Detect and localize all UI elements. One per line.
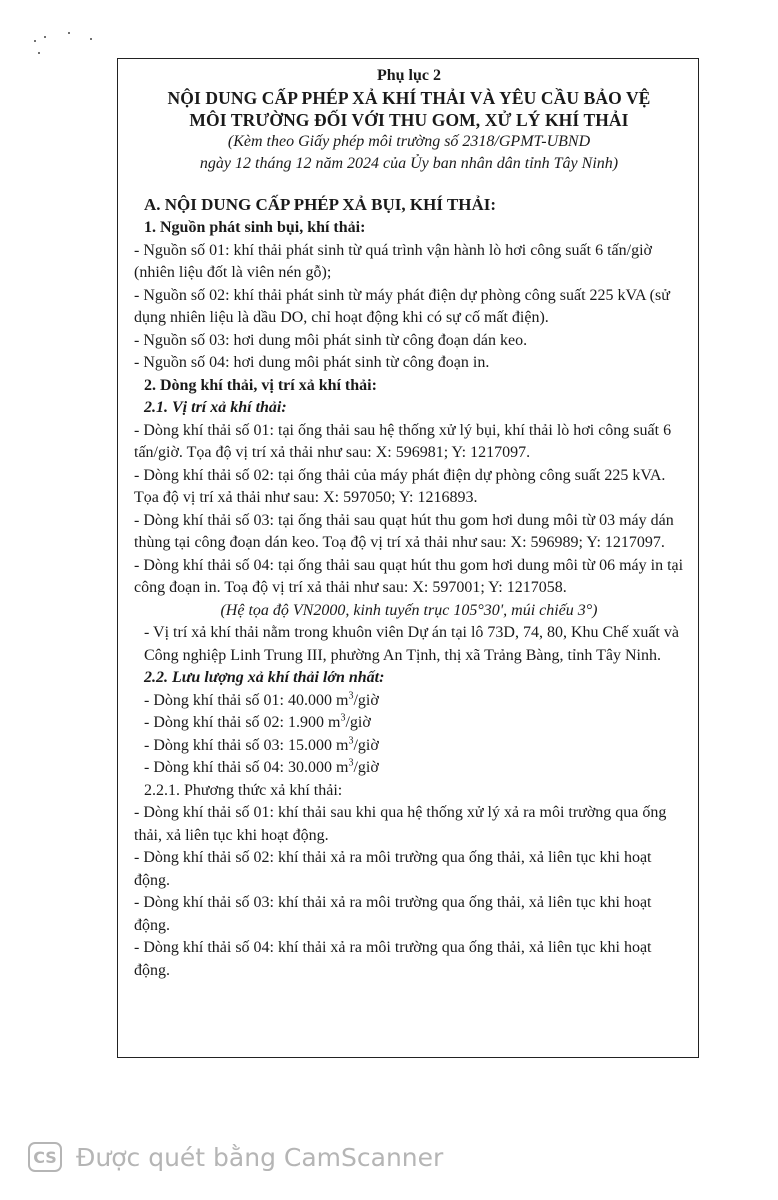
source-item: - Nguồn số 01: khí thải phát sinh từ quá trình vận hành lò hơi công suất 6 tấn/giờ (nhiên liệu đốt là viên nén gỗ); [134,241,652,281]
scan-specks [30,30,110,70]
source-item: - Nguồn số 03: hơi dung môi phát sinh từ công đoạn dán keo. [134,331,528,349]
source-item: - Nguồn số 02: khí thải phát sinh từ máy phát điện dự phòng công suất 225 kVA (sử dụng nhiên liệu là dầu DO, chỉ hoạt động khi có sự cố mất điện). [134,286,670,326]
flow-item: - Dòng khí thải số 03: 15.000 $m^3$/giờ [144,735,379,754]
subtitle-line-1: (Kèm theo Giấy phép môi trường số 2318/GPMT-UBND [227,133,591,150]
discharge-location-item: - Dòng khí thải số 02: tại ống thải của máy phát điện dự phòng công suất 225 kVA. Tọa độ vị trí xả thải như sau: X: 597050; Y: 1216893. [134,466,666,506]
title-line-2: MÔI TRƯỜNG ĐỐI VỚI THU GOM, XỬ LÝ KHÍ THẢI [189,110,629,130]
section-2-heading: 2. Dòng khí thải, vị trí xả khí thải: [144,376,377,394]
section-2-2-heading: 2.2. Lưu lượng xả khí thải lớn nhất: [144,669,385,686]
document-frame [117,58,699,1058]
flow-item: - Dòng khí thải số 01: 40.000 $m^3$/giờ [144,690,379,709]
discharge-method-item: - Dòng khí thải số 01: khí thải sau khi qua hệ thống xử lý xả ra môi trường qua ống thải, xả liên tục khi hoạt động. [134,804,667,844]
discharge-location-item: - Dòng khí thải số 01: tại ống thải sau hệ thống xử lý bụi, khí thải lò hơi công suất 6 tấn/giờ. Tọa độ vị trí xả thải như sau: X: 596981; Y: 1217097. [134,421,672,461]
title-line-1: NỘI DUNG CẤP PHÉP XẢ KHÍ THẢI VÀ YÊU CẦU BẢO VỆ [167,88,651,108]
discharge-method-item: - Dòng khí thải số 04: khí thải xả ra môi trường qua ống thải, xả liên tục khi hoạt động. [134,939,652,979]
discharge-method-item: - Dòng khí thải số 02: khí thải xả ra môi trường qua ống thải, xả liên tục khi hoạt động. [134,849,652,889]
section-1-heading: 1. Nguồn phát sinh bụi, khí thải: [144,219,366,236]
section-a-heading: A. NỘI DUNG CẤP PHÉP XẢ BỤI, KHÍ THẢI: [144,195,496,214]
subtitle-line-2: ngày 12 tháng 12 năm 2024 của Ủy ban nhân dân tỉnh Tây Ninh) [199,155,619,172]
location-description: - Vị trí xả khí thải nằm trong khuôn viên Dự án tại lô 73D, 74, 80, Khu Chế xuất và Công nghiệp Linh Trung III, phường An Tịnh, thị xã Trảng Bàng, tỉnh Tây Ninh. [144,624,679,664]
source-item: - Nguồn số 04: hơi dung môi phát sinh từ công đoạn in. [134,354,490,371]
camscanner-watermark [28,1140,443,1174]
discharge-location-item: - Dòng khí thải số 03: tại ống thải sau quạt hút thu gom hơi dung môi từ 03 máy dán thùng tại công đoạn dán keo. Toạ độ vị trí xả thải như sau: X: 596989; Y: 1217097. [134,511,674,551]
section-2-1-heading: 2.1. Vị trí xả khí thải: [144,399,287,416]
discharge-location-item: - Dòng khí thải số 04: tại ống thải sau quạt hút thu gom hơi dung môi từ 06 máy in tại công đoạn in. Toạ độ vị trí xả thải như sau: X: 597001; Y: 1217058. [134,556,684,596]
coordinate-system-note: (Hệ tọa độ VN2000, kinh tuyến trục 105°30', múi chiếu 3°) [220,601,598,619]
document-body [134,193,684,982]
flow-item: - Dòng khí thải số 02: 1.900 $m^3$/giờ [144,712,371,731]
discharge-method-item: - Dòng khí thải số 03: khí thải xả ra môi trường qua ống thải, xả liên tục khi hoạt động. [134,894,652,934]
section-2-2-1-heading: 2.2.1. Phương thức xả khí thải: [144,781,343,799]
watermark-text: Được quét bằng CamScanner [76,1142,444,1172]
document-header [134,65,684,175]
flow-item: - Dòng khí thải số 04: 30.000 $m^3$/giờ [144,757,379,776]
appendix-label: Phụ lục 2 [376,67,441,84]
camscanner-logo-icon: CS [28,1142,62,1172]
